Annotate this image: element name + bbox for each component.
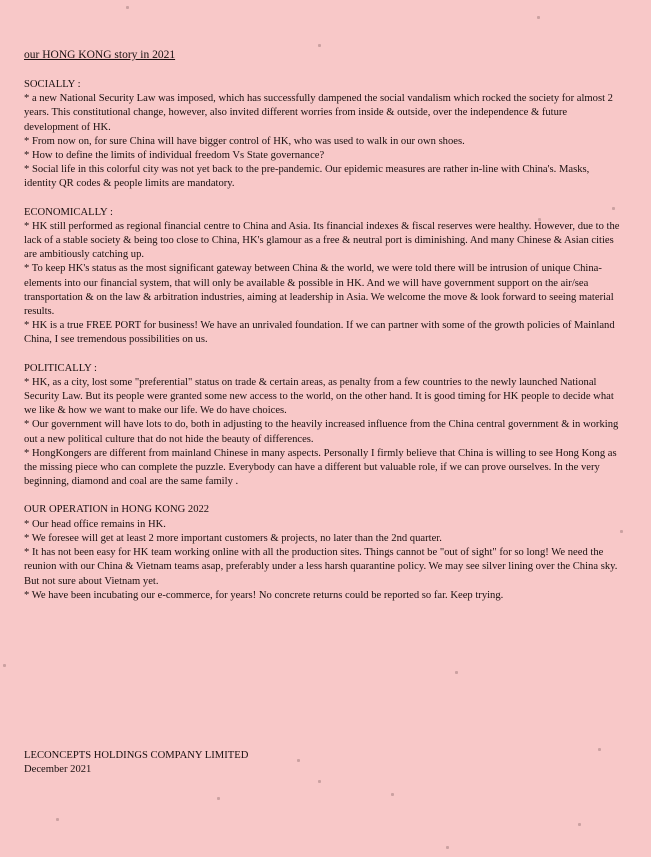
background-speck: [598, 748, 601, 751]
document-title: our HONG KONG story in 2021: [24, 49, 176, 61]
paragraph: * It has not been easy for HK team working online with all the production sites. Things cannot be "out of sight" for so long! We need the reunion with our China & Vietnam teams asap, preferably under a less harsh quarantine policy. We may see silver lining over the China sky. But not sure about Vietnam yet.: [24, 547, 618, 587]
paragraph: * How to define the limits of individual freedom Vs State governance?: [24, 150, 325, 162]
paragraph: * HongKongers are different from mainland Chinese in many aspects. Personally I firmly believe that China is willing to see Hong Kong as the missing piece who can complete the puzzle. Everybody can have a different but valuable role, if we can prove ourselves. In the very beginning, diamond and coal are the same family .: [24, 447, 617, 488]
paragraph: * We have been incubating our e-commerce, for years! No concrete returns could be reported so far. Keep trying.: [24, 589, 504, 601]
paragraph: * a new National Security Law was imposed, which has successfully dampened the social vandalism which rocked the society for almost 2 years. This constitutional change, however, also invited different worries from inside & outside, over the independence & future development of HK.: [24, 93, 613, 133]
paragraph: * HK, as a city, lost some "preferential" status on trade & certain areas, as penalty from a few countries to the newly launched National Security Law. But its people were granted some new access to the world, on the other hand. It is good timing for HK people to decide what we like & how we want to make our life. We do have choices.: [24, 376, 614, 417]
section-economically: [24, 206, 624, 348]
paragraph: * HK still performed as regional financial centre to China and Asia. Its financial indexes & fiscal reserves were healthy. However, due to the lack of a stable society & being too close to China, HK's glamour as a free & neutral port is diminishing. And many Chinese & Asian cities are ambitiously catching up.: [24, 220, 620, 261]
background-speck: [126, 6, 129, 9]
background-speck: [538, 218, 541, 221]
paragraph: * From now on, for sure China will have bigger control of HK, who was used to walk in our own shoes.: [24, 135, 465, 147]
section-heading: SOCIALLY :: [24, 79, 81, 90]
background-speck: [620, 530, 623, 533]
background-speck: [446, 846, 449, 849]
background-speck: [217, 797, 220, 800]
background-speck: [3, 664, 6, 667]
section-heading: POLITICALLY :: [24, 362, 97, 374]
background-speck: [318, 780, 321, 783]
document-date: December 2021: [24, 764, 92, 776]
section-operation: [24, 503, 624, 602]
background-speck: [297, 759, 300, 762]
paragraph: * To keep HK's status as the most significant gateway between China & the world, we were told there will be intrusion of unique China-elements into our financial system, that will only be available & possible in HK. And we will have government support on the air/sea transportation & on the law & arbitration industries, aiming at leadership in Asia. We welcome the move & look forward to seeing material results.: [24, 263, 614, 318]
background-speck: [578, 823, 581, 826]
section-politically: [24, 362, 624, 490]
background-speck: [56, 818, 59, 821]
background-speck: [612, 207, 615, 210]
section-socially: [24, 78, 624, 192]
background-speck: [391, 793, 394, 796]
section-heading: ECONOMICALLY :: [24, 206, 113, 218]
document-body: [24, 48, 624, 617]
section-heading: OUR OPERATION in HONG KONG 2022: [24, 504, 210, 516]
paragraph: * Our head office remains in HK.: [24, 518, 166, 530]
background-speck: [318, 44, 321, 47]
signature-block: [24, 749, 248, 777]
background-speck: [455, 671, 458, 674]
background-speck: [537, 16, 540, 19]
paragraph: * HK is a true FREE PORT for business! We have an unrivaled foundation. If we can partner with some of the growth policies of Mainland China, I see tremendous possibilities on us.: [24, 320, 615, 346]
company-name: LECONCEPTS HOLDINGS COMPANY LIMITED: [24, 750, 249, 761]
paragraph: * We foresee will get at least 2 more important customers & projects, no later than the 2nd quarter.: [24, 532, 442, 544]
paragraph: * Social life in this colorful city was not yet back to the pre-pandemic. Our epidemic measures are rather in-line with China's. Masks, identity QR codes & people limits are mandatory.: [24, 164, 590, 190]
paragraph: * Our government will have lots to do, both in adjusting to the heavily increased influence from the China central government & in working out a new political culture that do not hide the beauty of differences.: [24, 419, 619, 445]
